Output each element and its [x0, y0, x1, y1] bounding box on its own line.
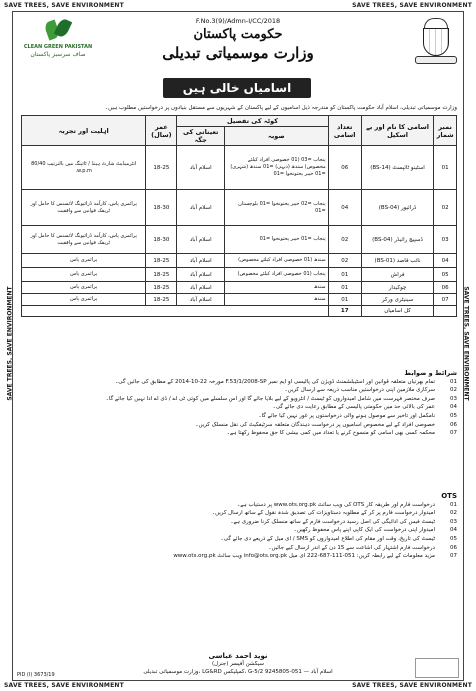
conditions-section — [21, 369, 457, 438]
intro-text: وزارت موسمیاتی تبدیلی، اسلام آباد حکومت پاکستان کو مندرجہ ذیل اسامیوں کے لیے پاکستان کے شہریوں سے مستقل بنیادوں پر درخواستیں مطلوب ہیں۔ — [104, 105, 457, 111]
list-item: 04 امیدوار اپنی درخواست کی ایک کاپی اپنے پاس محفوظ رکھیں۔ — [293, 527, 457, 534]
header-number: تعداد اسامی — [328, 116, 361, 146]
row-age: 18-25 — [146, 294, 177, 306]
row-station: اسلام آباد — [177, 190, 225, 226]
officer-name: نوید احمد عباسی — [208, 652, 268, 660]
row-station: اسلام آباد — [177, 146, 225, 190]
table-row — [22, 190, 457, 226]
list-item: 03 ٹیسٹ فیس کی ادائیگی کی اصل رسید درخواست فارم کے ساتھ منسلک کرنا ضروری ہے۔ — [230, 518, 457, 525]
row-qualification: پرائمری پاس — [22, 294, 146, 306]
row-qualification: پرائمری پاس، کارآمد ڈرائیونگ لائسنس کا حامل اور ٹریفک قوانین سے واقفیت — [22, 226, 146, 254]
list-item: 05 نامکمل اور تاخیر سے موصول ہونے والی درخواستوں پر غور نہیں کیا جائے گا۔ — [258, 412, 457, 419]
logo-urdu-text: صاف سرسبز پاکستان — [30, 51, 86, 58]
row-number: 06 — [328, 146, 361, 190]
row-post: نائب قاصد (BS-01) — [361, 254, 434, 268]
list-item: 07 محکمہ کسی بھی اسامی کو منسوخ کرنے یا تعداد میں کمی بیشی کا حق محفوظ رکھتا ہے۔ — [226, 430, 457, 437]
leaf-icon — [44, 18, 72, 42]
row-station: اسلام آباد — [177, 254, 225, 268]
vacancy-table — [21, 115, 457, 317]
row-quota: پنجاب =02 خیبر پختونخوا =01 بلوچستان =01 — [225, 190, 329, 226]
row-age: 18-25 — [146, 282, 177, 294]
list-item: 05 ٹیسٹ کی تاریخ، وقت اور مقام کی اطلاع امیدواروں کو SMS / ای میل کے ذریعے دی جائے گی۔ — [220, 535, 457, 542]
officer-address: وزارت موسمیاتی تبدیلی، LG&RD کمپلیکس، G-5/2 اسلام آباد — 051-9245805 — [143, 669, 333, 675]
row-post: چوکیدار — [361, 282, 434, 294]
row-post: فراش — [361, 268, 434, 282]
list-item: 06 درخواست فارم اشتہار کی اشاعت سے 15 دن کے اندر ارسال کیے جائیں۔ — [268, 544, 457, 551]
row-age: 18-30 — [146, 226, 177, 254]
row-qualification: پرائمری پاس — [22, 254, 146, 268]
header — [13, 12, 463, 82]
footer-logo — [415, 658, 459, 678]
row-quota: پنجاب =01 خیبر پختونخوا =01 — [225, 226, 329, 254]
table-row — [22, 268, 457, 282]
list-item: 01 تمام بھرتیاں متعلقہ قوانین اور اسٹیبلشمنٹ ڈویژن کی پالیسی او ایم نمبر F.53/1/2008-SP مورخہ 22-10-2014 کے مطابق کی جائیں گی۔ — [115, 378, 457, 385]
row-quota: سندھ — [225, 282, 329, 294]
row-qualification: پرائمری پاس، کارآمد ڈرائیونگ لائسنس کا حامل اور ٹریفک قوانین سے واقفیت — [22, 190, 146, 226]
total-value: 17 — [328, 306, 361, 317]
header-qualification: اہلیت اور تجربہ — [22, 116, 146, 146]
officer-designation: سیکشن آفیسر (جنرل) — [211, 661, 265, 667]
government-title: حکومت پاکستان — [193, 27, 283, 42]
banner-bottom-left: SAVE TREES, SAVE ENVIRONMENT — [4, 682, 124, 689]
banner-bottom-right: SAVE TREES, SAVE ENVIRONMENT — [352, 682, 472, 689]
table-row — [22, 226, 457, 254]
row-station: اسلام آباد — [177, 294, 225, 306]
row-number: 01 — [328, 268, 361, 282]
row-post: اسٹینو ٹائپسٹ (BS-14) — [361, 146, 434, 190]
list-item: 03 صرف مختصر فہرست میں شامل امیدواروں کو ٹیسٹ / انٹرویو کے لیے بلایا جائے گا اور اس سلسلے میں کوئی ٹی اے / ڈی اے ادا نہیں کیا جائے گا۔ — [105, 395, 457, 402]
row-age: 18-25 — [146, 254, 177, 268]
pid-number: PID (I) 3673/19 — [17, 672, 55, 678]
list-item: 01 درخواست فارم اور طریقہ کار OTS کی ویب سائٹ www.ots.org.pk پر دستیاب ہے۔ — [237, 501, 457, 508]
list-item: 04 عمر کی بالائی حد میں حکومتی پالیسی کے مطابق رعایت دی جائے گی۔ — [272, 404, 457, 411]
ots-section — [21, 492, 457, 561]
row-sn: 03 — [434, 226, 457, 254]
signature-block — [113, 652, 363, 676]
banner-left: SAVE TREES, SAVE ENVIRONMENT — [6, 286, 14, 401]
banner-top-right: SAVE TREES, SAVE ENVIRONMENT — [352, 2, 472, 9]
list-item: 02 سرکاری ملازمین اپنی درخواستیں مناسب ذریعہ سے ارسال کریں۔ — [284, 387, 457, 394]
row-age: 18-25 — [146, 268, 177, 282]
row-qualification: انٹرمیڈیٹ شارٹ ہینڈ / ٹائپنگ میں بالترتیب 80/40 w.p.m. — [22, 146, 146, 190]
row-station: اسلام آباد — [177, 226, 225, 254]
row-number: 04 — [328, 190, 361, 226]
list-item: 02 امیدوار درخواست فارم پر کر کے مطلوبہ دستاویزات کی تصدیق شدہ نقول کے ساتھ ارسال کریں۔ — [211, 510, 457, 517]
logo-text: CLEAN GREEN PAKISTAN — [23, 44, 93, 50]
row-age: 18-30 — [146, 190, 177, 226]
row-number: 01 — [328, 294, 361, 306]
table-row — [22, 294, 457, 306]
header-post: اسامی کا نام اور بے اسکیل — [361, 116, 434, 146]
row-number: 01 — [328, 282, 361, 294]
row-qualification: پرائمری پاس — [22, 282, 146, 294]
row-sn: 04 — [434, 254, 457, 268]
row-sn: 05 — [434, 268, 457, 282]
table-row — [22, 282, 457, 294]
table-total-row — [22, 306, 457, 317]
row-age: 18-25 — [146, 146, 177, 190]
row-quota: سندھ (01 خصوصی افراد کیلئے مخصوص) — [225, 254, 329, 268]
row-sn: 07 — [434, 294, 457, 306]
ots-heading: OTS — [441, 492, 457, 500]
header-province: صوبہ — [225, 127, 329, 146]
row-station: اسلام آباد — [177, 268, 225, 282]
table-row — [22, 254, 457, 268]
row-sn: 06 — [434, 282, 457, 294]
advertisement-frame — [12, 11, 464, 681]
total-label: کل اسامیاں — [361, 306, 434, 317]
row-station: اسلام آباد — [177, 282, 225, 294]
row-qualification: پرائمری پاس — [22, 268, 146, 282]
list-item: 07 مزید معلومات کے لیے رابطہ کریں: 051-111-687-222 ای میل info@ots.org.pk ویب سائٹ www.ots.org.pk — [173, 553, 457, 560]
ministry-title: وزارت موسمیاتی تبدیلی — [162, 44, 314, 62]
file-number: F.No.3(9)/Admn-I/CC/2018 — [195, 17, 281, 25]
row-quota: سندھ — [225, 294, 329, 306]
row-post: ڈسپیچ رائیڈر (BS-04) — [361, 226, 434, 254]
row-quota: پنجاب =03 (01 خصوصی افراد کیلئے مخصوص) سندھ (دیہی) =01 سندھ (شہری) =01 خیبر پختونخوا =01 — [225, 146, 329, 190]
state-emblem-icon — [415, 18, 457, 68]
row-sn: 02 — [434, 190, 457, 226]
header-sn: نمبر شمار — [434, 116, 457, 146]
table-row — [22, 146, 457, 190]
row-number: 02 — [328, 254, 361, 268]
row-post: سینیٹری ورکر — [361, 294, 434, 306]
clean-green-pakistan-logo — [17, 18, 99, 70]
header-station: تعیناتی کی جگہ — [177, 127, 225, 146]
row-sn: 01 — [434, 146, 457, 190]
row-post: ڈرائیور (BS-04) — [361, 190, 434, 226]
header-quota: کوٹہ کی تفصیل — [177, 116, 328, 127]
banner-right: SAVE TREES, SAVE ENVIRONMENT — [462, 286, 470, 401]
row-quota: پنجاب (01 خصوصی افراد کیلئے مخصوص) — [225, 268, 329, 282]
vacancies-title: اسامیاں خالی ہیں — [163, 78, 311, 98]
header-age: عمر (سال) — [146, 116, 177, 146]
list-item: 06 خصوصی افراد کے لیے مخصوص اسامیوں پر درخواست دہندگان متعلقہ سرٹیفکیٹ کی نقل منسلک کریں۔ — [195, 421, 457, 428]
banner-top-left: SAVE TREES, SAVE ENVIRONMENT — [4, 2, 124, 9]
conditions-heading: شرائط و ضوابط — [404, 369, 457, 377]
row-number: 02 — [328, 226, 361, 254]
